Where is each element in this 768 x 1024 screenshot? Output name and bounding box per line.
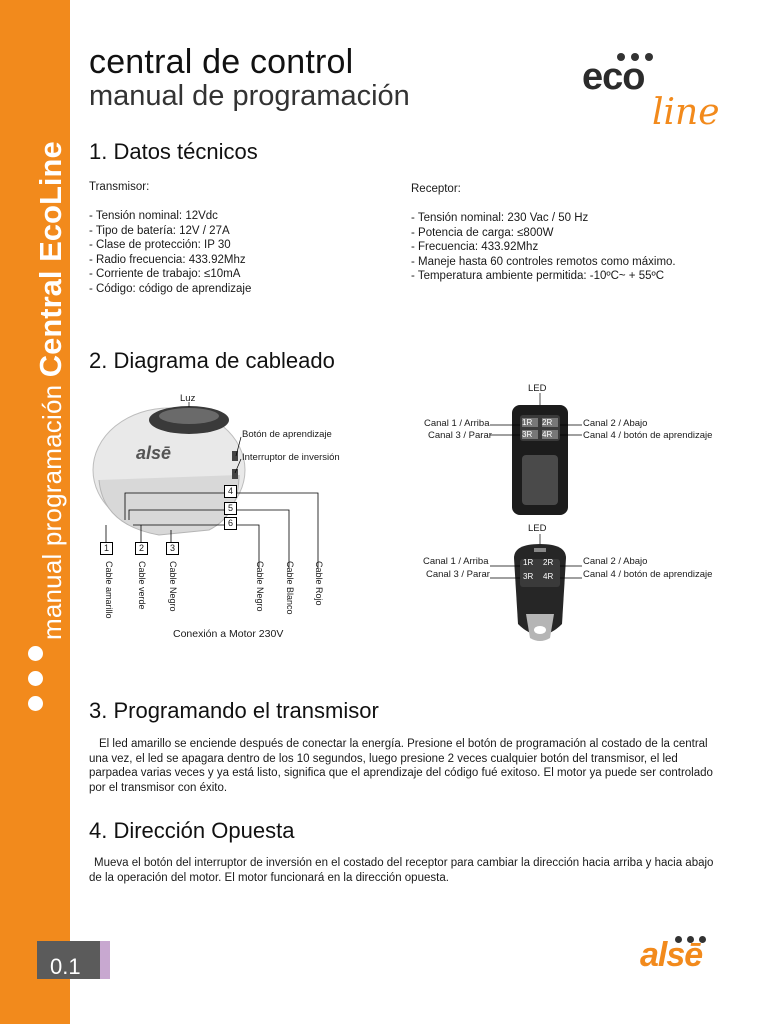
- remote-button-label: 2R: [542, 418, 553, 427]
- sidebar-light-text: manual programación: [37, 377, 67, 640]
- receiver-device-illustration: [89, 385, 339, 630]
- spec-item: - Temperatura ambiente permitida: -10ºC~ + 55ºC: [411, 270, 665, 282]
- spec-item: - Radio frecuencia: 433.92Mhz: [89, 253, 246, 266]
- cable-label: Cable amarillo: [104, 561, 114, 619]
- device-brand: alsē: [136, 443, 172, 463]
- terminal-number: 5: [224, 502, 237, 515]
- sidebar-bold-text: Central EcoLine: [33, 141, 68, 378]
- channel-label: Canal 3 / Parar: [428, 430, 492, 441]
- sidebar-dots: [28, 646, 44, 721]
- remote-button-label: 3R: [523, 572, 534, 581]
- cable-label: Cable Blanco: [285, 561, 295, 615]
- luz-label: Luz: [180, 393, 196, 404]
- cable-label: Cable Negro: [168, 561, 178, 612]
- remote-button-label: 2R: [543, 558, 554, 567]
- spec-item: - Maneje hasta 60 controles remotos como máximo.: [411, 255, 676, 268]
- spec-item: - Tensión nominal: 12Vdc: [89, 210, 218, 222]
- channel-label: Canal 4 / botón de aprendizaje: [583, 569, 713, 580]
- channel-label: Canal 1 / Arriba: [424, 418, 490, 429]
- remote-button-label: 1R: [522, 418, 533, 427]
- terminal-number: 6: [224, 517, 237, 530]
- remote-button-label: 4R: [543, 572, 554, 581]
- channel-label: Canal 2 / Abajo: [583, 556, 648, 567]
- logo-line-word: line: [652, 92, 720, 133]
- remote-button-label: 3R: [522, 430, 533, 439]
- spec-item: - Corriente de trabajo: ≤10mA: [89, 268, 241, 280]
- page-subtitle: manual de programación: [89, 80, 410, 112]
- learn-button-label: Botón de aprendizaje: [242, 429, 332, 440]
- spec-item: - Código: código de aprendizaje: [89, 282, 252, 295]
- transmitter-label: Transmisor:: [89, 181, 150, 193]
- spec-item: - Clase de protección: IP 30: [89, 239, 231, 251]
- sidebar-vertical-title: [33, 141, 68, 640]
- transmitter-specs: [89, 180, 251, 296]
- section-3-heading: 3. Programando el transmisor: [89, 698, 379, 723]
- section-4-text: Mueva el botón del interruptor de inversión en el costado del receptor para cambiar la dirección hacia arriba y hacia abajo de la operación del motor. El motor funcionará en la dirección opuesta.: [89, 857, 714, 884]
- receiver-wiring-diagram: [89, 385, 339, 645]
- terminal-number: 1: [100, 542, 113, 555]
- page-title: central de control: [89, 43, 354, 81]
- led-label: LED: [528, 523, 547, 534]
- remote-button-label: 1R: [523, 558, 534, 567]
- led-label: LED: [528, 383, 547, 394]
- cable-label: Cable Rojo: [314, 561, 324, 606]
- footer-brand: alsē: [640, 936, 703, 974]
- channel-label: Canal 2 / Abajo: [583, 418, 648, 429]
- channel-label: Canal 4 / botón de aprendizaje: [583, 430, 713, 441]
- channel-label: Canal 3 / Parar: [426, 569, 490, 580]
- section-1-heading: 1. Datos técnicos: [89, 139, 258, 164]
- remote-1-illustration: [490, 393, 590, 523]
- reverse-switch-label: Interruptor de inversión: [242, 452, 340, 463]
- spec-item: - Tensión nominal: 230 Vac / 50 Hz: [411, 212, 589, 224]
- receiver-label: Receptor:: [411, 183, 461, 195]
- diagram-caption: Conexión a Motor 230V: [173, 628, 284, 640]
- alse-logo: [640, 930, 720, 980]
- section-4-heading: 4. Dirección Opuesta: [89, 818, 295, 843]
- page-number-accent: [100, 941, 110, 979]
- remote-button-label: 4R: [542, 430, 553, 439]
- page-number: 0.1: [50, 954, 81, 979]
- remote-2-illustration: [490, 534, 590, 646]
- section-3-text: El led amarillo se enciende después de conectar la energía. Presione el botón de programación al costado de la central una vez, el led se apagara dentro de los 10 segundos, luego presione 2 veces cualquier botón del transmisor, el led parpadea varias veces y ya está listo, significa que el aprendizaje del código fué exitoso. El motor ya puede ser controlado por el transmisor con éxito.: [89, 738, 713, 794]
- cable-label: Cable Negro: [255, 561, 265, 612]
- cable-label: Cable verde: [137, 561, 147, 610]
- terminal-number: 2: [135, 542, 148, 555]
- ecoline-logo: [582, 48, 722, 138]
- receiver-specs: [411, 182, 676, 284]
- channel-label: Canal 1 / Arriba: [423, 556, 489, 567]
- section-2-heading: 2. Diagrama de cableado: [89, 348, 335, 373]
- terminal-number: 3: [166, 542, 179, 555]
- terminal-number: 4: [224, 485, 237, 498]
- spec-item: - Frecuencia: 433.92Mhz: [411, 241, 539, 253]
- spec-item: - Tipo de batería: 12V / 27A: [89, 224, 230, 237]
- logo-eco-word: eco: [582, 56, 645, 98]
- spec-item: - Potencia de carga: ≤800W: [411, 226, 554, 239]
